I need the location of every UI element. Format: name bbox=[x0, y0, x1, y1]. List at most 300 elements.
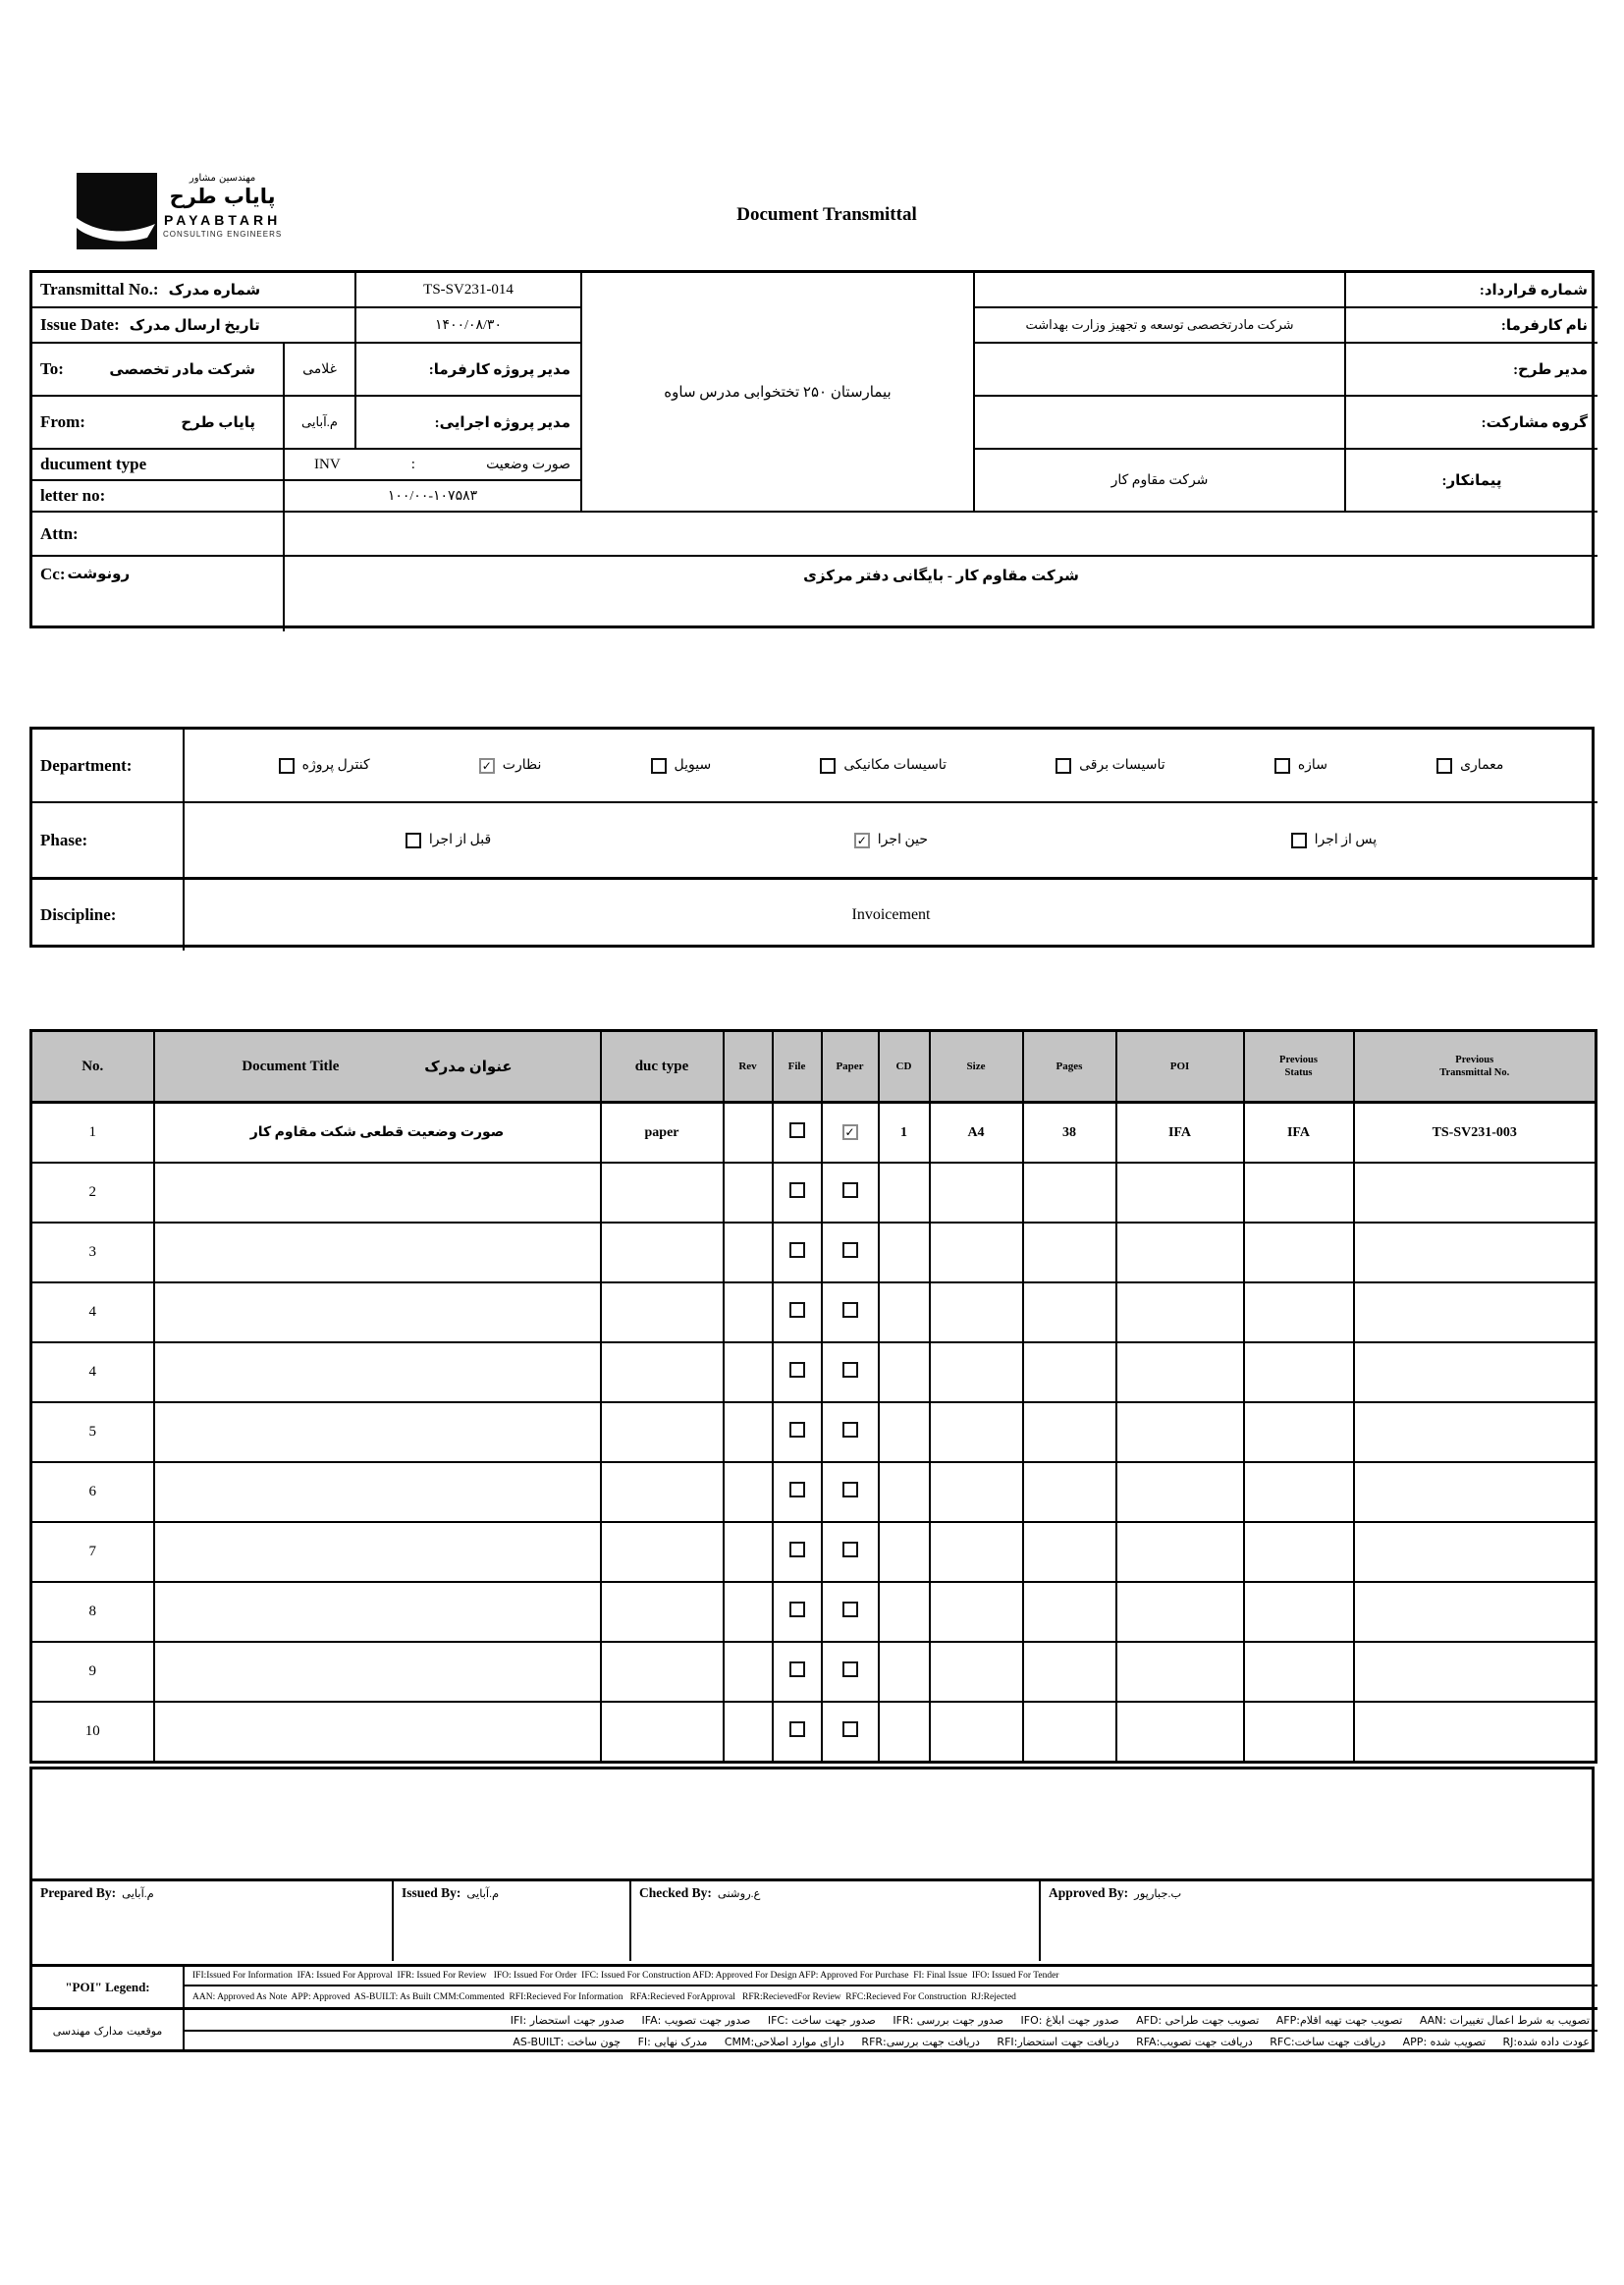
paper-checkbox[interactable] bbox=[842, 1302, 858, 1318]
cell-prev-transmittal bbox=[1354, 1223, 1597, 1282]
cell-cd bbox=[879, 1642, 930, 1702]
approved-by-name: ب.جبارپور bbox=[1134, 1888, 1182, 1900]
from-person: م.آبایی bbox=[285, 397, 356, 450]
to-role-label bbox=[356, 344, 582, 397]
transmittal-no-label-fa: شماره مدرک bbox=[168, 282, 261, 299]
page-title: Document Transmittal bbox=[736, 204, 917, 225]
table-row bbox=[31, 1103, 1597, 1164]
cell-rev bbox=[724, 1282, 773, 1342]
contractor-label bbox=[1346, 450, 1597, 513]
cell-no: 9 bbox=[31, 1642, 154, 1702]
cell-prev-status bbox=[1244, 1522, 1354, 1582]
header-previous-transmittal-line2: Transmittal No. bbox=[1439, 1067, 1510, 1078]
cell-duc bbox=[601, 1342, 724, 1402]
header-rev: Rev bbox=[724, 1031, 773, 1103]
paper-checkbox[interactable] bbox=[842, 1661, 858, 1677]
cell-title: صورت وضعیت قطعی شکت مقاوم کار bbox=[154, 1103, 601, 1164]
cell-prev-status bbox=[1244, 1642, 1354, 1702]
paper-checkbox[interactable] bbox=[842, 1721, 858, 1737]
header-previous-status bbox=[1244, 1031, 1354, 1103]
from-label-fa: پایاب طرح bbox=[181, 414, 255, 431]
cell-pages bbox=[1023, 1402, 1116, 1462]
header-poi: POI bbox=[1116, 1031, 1244, 1103]
department-options bbox=[185, 730, 1597, 803]
cell-duc bbox=[601, 1282, 724, 1342]
department-checkbox[interactable] bbox=[279, 758, 295, 774]
logo-en-subtitle: CONSULTING ENGINEERS bbox=[163, 230, 283, 239]
cell-rev bbox=[724, 1582, 773, 1642]
department-checkbox[interactable] bbox=[1274, 758, 1290, 774]
cell-no: 6 bbox=[31, 1462, 154, 1522]
table-row bbox=[31, 1462, 1597, 1522]
document-type-label: ducument type bbox=[32, 450, 285, 481]
department-option-label: سازه bbox=[1297, 758, 1327, 773]
cell-pages bbox=[1023, 1342, 1116, 1402]
to-label-en: To: bbox=[40, 359, 64, 378]
jv-group-value bbox=[975, 397, 1346, 450]
letter-no-label: letter no: bbox=[32, 481, 285, 513]
legend-english-line-1: IFI:Issued For Information IFA: Issued For Approval IFR: Issued For Review IFO: Issued For Order IFC: Issued For Construction AFD: Approved For Design AFP: Approved For Purchase FI: Final Issue IFO: Issued For Tender bbox=[185, 1967, 1597, 1986]
cell-paper bbox=[822, 1223, 879, 1282]
client-name-label bbox=[1346, 308, 1597, 344]
table-row bbox=[31, 1642, 1597, 1702]
cell-paper bbox=[822, 1163, 879, 1223]
checked-by-cell bbox=[631, 1881, 1041, 1961]
department-option-label: کنترل پروژه bbox=[301, 758, 370, 773]
cell-no: 10 bbox=[31, 1702, 154, 1763]
phase-option-label: قبل از اجرا bbox=[428, 833, 492, 847]
header-title-fa: عنوان مدرک bbox=[424, 1059, 513, 1075]
cell-poi bbox=[1116, 1282, 1244, 1342]
cell-rev bbox=[724, 1522, 773, 1582]
file-checkbox[interactable] bbox=[789, 1602, 805, 1617]
cell-file bbox=[773, 1282, 822, 1342]
table-row bbox=[31, 1522, 1597, 1582]
department-option-label: نظارت bbox=[502, 758, 542, 773]
cell-duc: paper bbox=[601, 1103, 724, 1164]
cell-prev-transmittal bbox=[1354, 1282, 1597, 1342]
department-option-label: معماری bbox=[1460, 758, 1504, 773]
cell-prev-transmittal bbox=[1354, 1702, 1597, 1763]
from-role-label bbox=[356, 397, 582, 450]
cell-cd bbox=[879, 1462, 930, 1522]
cell-no: 5 bbox=[31, 1402, 154, 1462]
cell-poi: IFA bbox=[1116, 1103, 1244, 1164]
header-cd: CD bbox=[879, 1031, 930, 1103]
issue-date-label-fa: تاریخ ارسال مدرک bbox=[129, 317, 260, 334]
cell-cd bbox=[879, 1522, 930, 1582]
cell-pages: 38 bbox=[1023, 1103, 1116, 1164]
cell-duc bbox=[601, 1642, 724, 1702]
issue-date-label bbox=[32, 308, 356, 344]
cell-size: A4 bbox=[930, 1103, 1023, 1164]
table-row bbox=[31, 1582, 1597, 1642]
department-option bbox=[1056, 757, 1165, 774]
cell-poi bbox=[1116, 1402, 1244, 1462]
to-label-fa: شرکت مادر تخصصی bbox=[109, 361, 255, 378]
phase-label: Phase: bbox=[32, 803, 185, 880]
document-type-fa: صورت وضعیت bbox=[486, 457, 570, 472]
file-checkbox[interactable] bbox=[789, 1182, 805, 1198]
cell-duc bbox=[601, 1223, 724, 1282]
cell-poi bbox=[1116, 1642, 1244, 1702]
cell-prev-status bbox=[1244, 1342, 1354, 1402]
cell-cd: 1 bbox=[879, 1103, 930, 1164]
cell-no: 8 bbox=[31, 1582, 154, 1642]
cell-paper bbox=[822, 1702, 879, 1763]
header-previous-transmittal-line1: Previous bbox=[1455, 1055, 1494, 1065]
cell-prev-transmittal bbox=[1354, 1462, 1597, 1522]
header-pages: Pages bbox=[1023, 1031, 1116, 1103]
attn-value bbox=[285, 513, 1597, 557]
cell-size bbox=[930, 1163, 1023, 1223]
phase-option bbox=[854, 832, 928, 848]
discipline-value: Invoicement bbox=[851, 906, 931, 923]
cell-file bbox=[773, 1223, 822, 1282]
cell-title bbox=[154, 1462, 601, 1522]
file-checkbox[interactable] bbox=[789, 1242, 805, 1258]
poi-legend-table bbox=[29, 1964, 1595, 2052]
cell-paper bbox=[822, 1342, 879, 1402]
to-person: غلامی bbox=[285, 344, 356, 397]
paper-checkbox[interactable] bbox=[842, 1362, 858, 1378]
cc-label-fa: رونوشت bbox=[67, 567, 131, 582]
phase-option bbox=[1291, 832, 1378, 848]
legend-persian-line-1: تصویب به شرط اعمال تغییرات :AAN تصویب جهت تهیه اقلام:AFP تصویب جهت طراحی :AFD صدور جهت ابلاغ :IFO صدور جهت بررسی :IFR صدور جهت ساخت :IFC صدور جهت تصویب :IFA صدور جهت استحضار :IFI bbox=[185, 2010, 1597, 2032]
cell-paper bbox=[822, 1462, 879, 1522]
cell-pages bbox=[1023, 1223, 1116, 1282]
cell-prev-status bbox=[1244, 1702, 1354, 1763]
cell-cd bbox=[879, 1402, 930, 1462]
letter-no-value-text: ۱۰۰/۰۰-۱۰۷۵۸۳ bbox=[387, 488, 478, 504]
cell-poi bbox=[1116, 1582, 1244, 1642]
cell-rev bbox=[724, 1103, 773, 1164]
client-name-value: شرکت مادرتخصصی توسعه و تجهیز وزارت بهداشت bbox=[975, 308, 1346, 344]
cell-size bbox=[930, 1522, 1023, 1582]
transmittal-no-value: TS-SV231-014 bbox=[356, 273, 582, 308]
issue-date-value-text: ۱۴۰۰/۰۸/۳۰ bbox=[435, 317, 502, 333]
cell-prev-transmittal bbox=[1354, 1163, 1597, 1223]
cell-prev-transmittal bbox=[1354, 1642, 1597, 1702]
cell-pages bbox=[1023, 1642, 1116, 1702]
cell-no: 3 bbox=[31, 1223, 154, 1282]
header-duc-type: duc type bbox=[601, 1031, 724, 1103]
department-checkbox[interactable] bbox=[1056, 758, 1071, 774]
file-checkbox[interactable] bbox=[789, 1542, 805, 1557]
cell-poi bbox=[1116, 1342, 1244, 1402]
cell-file bbox=[773, 1163, 822, 1223]
cell-cd bbox=[879, 1223, 930, 1282]
phase-checkbox[interactable]: ✓ bbox=[854, 833, 870, 848]
cell-size bbox=[930, 1582, 1023, 1642]
table-row bbox=[31, 1163, 1597, 1223]
cell-prev-status bbox=[1244, 1402, 1354, 1462]
checked-by-name: ع.روشنی bbox=[717, 1888, 761, 1900]
cell-file bbox=[773, 1642, 822, 1702]
cell-cd bbox=[879, 1282, 930, 1342]
cell-poi bbox=[1116, 1462, 1244, 1522]
design-manager-value bbox=[975, 344, 1346, 397]
cell-paper bbox=[822, 1282, 879, 1342]
cell-size bbox=[930, 1282, 1023, 1342]
department-checkbox[interactable] bbox=[820, 758, 836, 774]
paper-checkbox[interactable] bbox=[842, 1422, 858, 1438]
cell-size bbox=[930, 1702, 1023, 1763]
cell-prev-status bbox=[1244, 1282, 1354, 1342]
paper-checkbox[interactable] bbox=[842, 1602, 858, 1617]
cell-title bbox=[154, 1582, 601, 1642]
phase-checkbox[interactable] bbox=[406, 833, 421, 848]
letter-no-value bbox=[285, 481, 582, 513]
cell-title bbox=[154, 1702, 601, 1763]
cell-size bbox=[930, 1402, 1023, 1462]
cell-rev bbox=[724, 1223, 773, 1282]
cell-pages bbox=[1023, 1462, 1116, 1522]
cc-label-en: Cc: bbox=[40, 565, 66, 583]
cell-pages bbox=[1023, 1282, 1116, 1342]
cell-rev bbox=[724, 1402, 773, 1462]
from-label bbox=[32, 397, 285, 450]
cell-duc bbox=[601, 1462, 724, 1522]
cell-paper bbox=[822, 1642, 879, 1702]
cell-prev-transmittal: TS-SV231-003 bbox=[1354, 1103, 1597, 1164]
cell-no: 7 bbox=[31, 1522, 154, 1582]
cell-file bbox=[773, 1702, 822, 1763]
table-row bbox=[31, 1282, 1597, 1342]
prepared-by-label: Prepared By: bbox=[40, 1885, 117, 1900]
cell-duc bbox=[601, 1582, 724, 1642]
department-option bbox=[279, 757, 370, 774]
transmittal-no-label-en: Transmittal No.: bbox=[40, 280, 159, 299]
cell-title bbox=[154, 1282, 601, 1342]
file-checkbox[interactable] bbox=[789, 1721, 805, 1737]
department-option bbox=[651, 757, 712, 774]
transmittal-no-label bbox=[32, 273, 356, 308]
paper-checkbox[interactable] bbox=[842, 1542, 858, 1557]
cell-paper bbox=[822, 1103, 879, 1164]
department-label: Department: bbox=[32, 730, 185, 803]
cell-pages bbox=[1023, 1163, 1116, 1223]
contractor-value: شرکت مقاوم کار bbox=[975, 450, 1346, 513]
prepared-by-cell bbox=[32, 1881, 394, 1961]
cell-pages bbox=[1023, 1702, 1116, 1763]
cell-poi bbox=[1116, 1163, 1244, 1223]
document-type-colon: : bbox=[410, 456, 415, 472]
department-option-label: تاسیسات مکانیکی bbox=[843, 758, 947, 773]
cell-title bbox=[154, 1522, 601, 1582]
cell-cd bbox=[879, 1163, 930, 1223]
approved-by-label: Approved By: bbox=[1049, 1885, 1129, 1900]
cell-size bbox=[930, 1642, 1023, 1702]
jv-group-label bbox=[1346, 397, 1597, 450]
file-checkbox[interactable] bbox=[789, 1661, 805, 1677]
cell-paper bbox=[822, 1522, 879, 1582]
transmittal-info-table bbox=[29, 270, 1595, 628]
table-row bbox=[31, 1702, 1597, 1763]
document-list-table bbox=[29, 1029, 1597, 1764]
document-type-code: INV bbox=[314, 456, 341, 472]
header-previous-status-line1: Previous bbox=[1279, 1055, 1318, 1065]
contract-no-value bbox=[975, 273, 1346, 308]
cell-no: 4 bbox=[31, 1282, 154, 1342]
prepared-by-name: م.آبایی bbox=[122, 1888, 154, 1900]
cell-size bbox=[930, 1342, 1023, 1402]
cc-label bbox=[32, 557, 285, 631]
document-status-label: موقعیت مدارک مهندسی bbox=[32, 2010, 185, 2052]
legend-persian-line-2: عودت داده شده:RJ تصویب شده :APP دریافت جهت ساخت:RFC دریافت جهت تصویب:RFA دریافت جهت استحضار:RFI دریافت جهت بررسی:RFR دارای موارد اصلاحی:CMM مدرک نهایی :FI چون ساخت :AS-BUILT bbox=[513, 2036, 1590, 2048]
phase-option bbox=[406, 832, 491, 848]
cell-title bbox=[154, 1402, 601, 1462]
cell-file bbox=[773, 1342, 822, 1402]
issued-by-label: Issued By: bbox=[402, 1885, 461, 1900]
department-checkbox[interactable] bbox=[1436, 758, 1452, 774]
checked-by-label: Checked By: bbox=[639, 1885, 712, 1900]
cell-size bbox=[930, 1462, 1023, 1522]
header-previous-transmittal bbox=[1354, 1031, 1597, 1103]
cell-file bbox=[773, 1462, 822, 1522]
from-label-en: From: bbox=[40, 412, 85, 431]
cell-poi bbox=[1116, 1223, 1244, 1282]
table-row bbox=[31, 1402, 1597, 1462]
phase-option-label: حین اجرا bbox=[877, 833, 928, 847]
header-previous-status-line2: Status bbox=[1284, 1067, 1313, 1078]
cell-paper bbox=[822, 1582, 879, 1642]
contract-no-label-text: شماره قرارداد: bbox=[1479, 282, 1588, 299]
issue-date-label-en: Issue Date: bbox=[40, 315, 120, 334]
cell-size bbox=[930, 1223, 1023, 1282]
cell-prev-status bbox=[1244, 1223, 1354, 1282]
department-option bbox=[1274, 757, 1327, 774]
cell-cd bbox=[879, 1702, 930, 1763]
file-checkbox[interactable] bbox=[789, 1302, 805, 1318]
logo-fa-subtitle: مهندسین مشاور bbox=[189, 173, 256, 184]
cell-poi bbox=[1116, 1702, 1244, 1763]
design-manager-label bbox=[1346, 344, 1597, 397]
table-row bbox=[31, 1223, 1597, 1282]
department-table bbox=[29, 727, 1595, 948]
header-paper: Paper bbox=[822, 1031, 879, 1103]
paper-checkbox[interactable] bbox=[842, 1242, 858, 1258]
discipline-label: Discipline: bbox=[32, 880, 185, 951]
cell-prev-status bbox=[1244, 1163, 1354, 1223]
poi-legend-label: "POI" Legend: bbox=[32, 1967, 185, 2010]
cell-rev bbox=[724, 1702, 773, 1763]
cell-duc bbox=[601, 1163, 724, 1223]
department-option bbox=[1436, 757, 1503, 774]
cell-paper bbox=[822, 1402, 879, 1462]
header-title-en: Document Title bbox=[242, 1058, 340, 1074]
contractor-label-text: پیمانکار: bbox=[1441, 472, 1502, 489]
cell-no: 4 bbox=[31, 1342, 154, 1402]
document-type-value bbox=[285, 450, 582, 481]
legend-english-line-2: AAN: Approved As Note APP: Approved AS-BUILT: As Built CMM:Commented RFI:Recieved For Information RFA:Recieved ForApproval RFR:RecievedFor Review RFC:Recieved For Construction RJ:Rejected bbox=[185, 1986, 1597, 2010]
from-role-label-text: مدیر پروژه اجرایی: bbox=[434, 414, 570, 431]
table-header-row bbox=[31, 1031, 1597, 1103]
cell-cd bbox=[879, 1342, 930, 1402]
cell-duc bbox=[601, 1702, 724, 1763]
cell-duc bbox=[601, 1402, 724, 1462]
cell-title bbox=[154, 1163, 601, 1223]
cell-prev-status bbox=[1244, 1462, 1354, 1522]
cell-file bbox=[773, 1582, 822, 1642]
cell-prev-transmittal bbox=[1354, 1342, 1597, 1402]
cell-rev bbox=[724, 1462, 773, 1522]
issued-by-cell bbox=[394, 1881, 631, 1961]
cell-prev-status bbox=[1244, 1582, 1354, 1642]
header-no: No. bbox=[31, 1031, 154, 1103]
logo-en-title: PAYABTARH bbox=[163, 212, 282, 228]
cell-pages bbox=[1023, 1522, 1116, 1582]
cell-poi bbox=[1116, 1522, 1244, 1582]
department-option-label: سیویل bbox=[674, 758, 712, 773]
cell-cd bbox=[879, 1582, 930, 1642]
project-name: بیمارستان ۲۵۰ تختخوابی مدرس ساوه bbox=[582, 273, 975, 513]
header-size: Size bbox=[930, 1031, 1023, 1103]
department-checkbox[interactable]: ✓ bbox=[479, 758, 495, 774]
attn-label: Attn: bbox=[32, 513, 285, 557]
file-checkbox[interactable] bbox=[789, 1422, 805, 1438]
client-name-label-text: نام کارفرما: bbox=[1500, 317, 1588, 334]
phase-option-label: پس از اجرا bbox=[1314, 833, 1378, 847]
empty-notes-box bbox=[29, 1767, 1595, 1878]
file-checkbox[interactable] bbox=[789, 1122, 805, 1138]
header-file: File bbox=[773, 1031, 822, 1103]
cc-value: شرکت مقاوم کار - بایگانی دفتر مرکزی bbox=[803, 569, 1079, 584]
paper-checkbox[interactable] bbox=[842, 1482, 858, 1497]
cell-no: 1 bbox=[31, 1103, 154, 1164]
cell-file bbox=[773, 1103, 822, 1164]
cell-title bbox=[154, 1642, 601, 1702]
jv-group-label-text: گروه مشارکت: bbox=[1481, 414, 1588, 431]
design-manager-label-text: مدیر طرح: bbox=[1513, 361, 1588, 378]
department-option-label: تاسیسات برقی bbox=[1079, 758, 1165, 773]
issued-by-name: م.آبایی bbox=[466, 1888, 500, 1900]
signature-row bbox=[29, 1878, 1595, 1964]
cell-rev bbox=[724, 1163, 773, 1223]
phase-options bbox=[185, 803, 1597, 880]
cell-prev-transmittal bbox=[1354, 1582, 1597, 1642]
cell-title bbox=[154, 1342, 601, 1402]
issue-date-value bbox=[356, 308, 582, 344]
department-option bbox=[479, 757, 542, 774]
cell-rev bbox=[724, 1642, 773, 1702]
cell-pages bbox=[1023, 1582, 1116, 1642]
logo-fa-title: پایاب طرح bbox=[169, 185, 276, 208]
cell-rev bbox=[724, 1342, 773, 1402]
paper-checkbox[interactable] bbox=[842, 1182, 858, 1198]
header-title bbox=[154, 1031, 601, 1103]
cell-file bbox=[773, 1402, 822, 1462]
cell-prev-status: IFA bbox=[1244, 1103, 1354, 1164]
file-checkbox[interactable] bbox=[789, 1362, 805, 1378]
table-row bbox=[31, 1342, 1597, 1402]
contract-no-label bbox=[1346, 273, 1597, 308]
paper-checkbox[interactable]: ✓ bbox=[842, 1124, 858, 1140]
approved-by-cell bbox=[1041, 1881, 1597, 1961]
phase-checkbox[interactable] bbox=[1291, 833, 1307, 848]
file-checkbox[interactable] bbox=[789, 1482, 805, 1497]
cell-duc bbox=[601, 1522, 724, 1582]
cell-file bbox=[773, 1522, 822, 1582]
cell-prev-transmittal bbox=[1354, 1402, 1597, 1462]
cell-prev-transmittal bbox=[1354, 1522, 1597, 1582]
department-option bbox=[820, 757, 947, 774]
department-checkbox[interactable] bbox=[651, 758, 667, 774]
cell-title bbox=[154, 1223, 601, 1282]
to-label bbox=[32, 344, 285, 397]
cell-no: 2 bbox=[31, 1163, 154, 1223]
to-role-label-text: مدیر پروژه کارفرما: bbox=[428, 361, 570, 378]
